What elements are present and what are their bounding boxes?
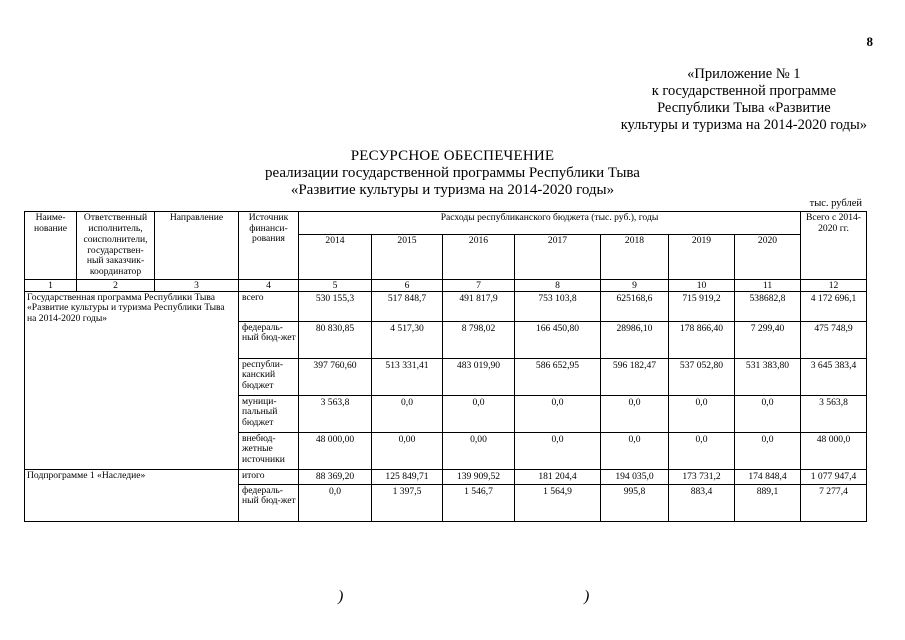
cell-value: 1 546,7 <box>443 484 515 521</box>
header-year: 2019 <box>669 234 735 279</box>
cell-value: 0,00 <box>443 432 515 469</box>
cell-value: 3 563,8 <box>801 395 867 432</box>
cell-value: 0,0 <box>669 395 735 432</box>
cell-value: 7 277,4 <box>801 484 867 521</box>
cell-value: 530 155,3 <box>299 291 372 321</box>
cell-value: 0,0 <box>601 395 669 432</box>
appendix-line: к государственной программе <box>651 83 837 99</box>
cell-value: 0,0 <box>372 395 443 432</box>
appendix-line: Республики Тыва «Развитие <box>657 100 831 116</box>
title-line: реализации государственной программы Республики Тыва <box>265 165 640 181</box>
cell-value: 1 397,5 <box>372 484 443 521</box>
cell-value: 178 866,40 <box>669 321 735 358</box>
resource-table <box>24 211 867 522</box>
cell-value: 0,0 <box>299 484 372 521</box>
cell-value: 48 000,00 <box>299 432 372 469</box>
cell-value: 483 019,90 <box>443 358 515 395</box>
column-number: 6 <box>372 279 443 291</box>
cell-value: 173 731,2 <box>669 469 735 484</box>
cell-value: 0,00 <box>372 432 443 469</box>
cell-value: 28986,10 <box>601 321 669 358</box>
cell-value: 586 652,95 <box>515 358 601 395</box>
cell-value: 517 848,7 <box>372 291 443 321</box>
table-row <box>25 469 867 484</box>
funding-source: федераль-ный бюд-жет <box>239 321 299 358</box>
program-name: Государственная программа Республики Тыва «Развитие культуры и туризма Республики Тыва на 2014-2020 годы» <box>25 291 239 469</box>
column-number: 3 <box>155 279 239 291</box>
appendix-line: «Приложение № 1 <box>687 66 801 82</box>
cell-value: 0,0 <box>601 432 669 469</box>
column-number: 9 <box>601 279 669 291</box>
column-number: 4 <box>239 279 299 291</box>
cell-value: 88 369,20 <box>299 469 372 484</box>
column-number: 7 <box>443 279 515 291</box>
page-number: 8 <box>866 34 873 49</box>
subprogram-name: Подпрограмме 1 «Наследие» <box>25 469 239 521</box>
column-number: 11 <box>735 279 801 291</box>
cell-value: 0,0 <box>443 395 515 432</box>
cell-value: 537 052,80 <box>669 358 735 395</box>
cell-value: 48 000,0 <box>801 432 867 469</box>
cell-value: 995,8 <box>601 484 669 521</box>
cell-value: 181 204,4 <box>515 469 601 484</box>
cell-value: 3 645 383,4 <box>801 358 867 395</box>
cell-value: 531 383,80 <box>735 358 801 395</box>
header-name: Наиме-нование <box>25 212 77 280</box>
cell-value: 194 035,0 <box>601 469 669 484</box>
column-number: 10 <box>669 279 735 291</box>
header-year: 2018 <box>601 234 669 279</box>
funding-source: федераль-ный бюд-жет <box>239 484 299 521</box>
cell-value: 397 760,60 <box>299 358 372 395</box>
cell-value: 1 077 947,4 <box>801 469 867 484</box>
cell-value: 596 182,47 <box>601 358 669 395</box>
handwritten-mark: ) <box>338 588 344 605</box>
cell-value: 125 849,71 <box>372 469 443 484</box>
column-number: 2 <box>77 279 155 291</box>
cell-value: 4 517,30 <box>372 321 443 358</box>
units-label: тыс. рублей <box>809 198 862 209</box>
cell-value: 0,0 <box>735 432 801 469</box>
appendix-line: культуры и туризма на 2014-2020 годы» <box>620 117 867 133</box>
funding-source: внебюд-жетные источники <box>239 432 299 469</box>
funding-source: республи-канский бюджет <box>239 358 299 395</box>
header-year: 2015 <box>372 234 443 279</box>
cell-value: 889,1 <box>735 484 801 521</box>
header-expenses: Расходы республиканского бюджета (тыс. руб.), годы <box>299 212 801 235</box>
cell-value: 0,0 <box>515 395 601 432</box>
table-row <box>25 291 867 321</box>
cell-value: 883,4 <box>669 484 735 521</box>
cell-value: 0,0 <box>735 395 801 432</box>
column-number: 12 <box>801 279 867 291</box>
header-year: 2017 <box>515 234 601 279</box>
cell-value: 166 450,80 <box>515 321 601 358</box>
title-line: «Развитие культуры и туризма на 2014-2020 годы» <box>290 182 615 198</box>
header-direction: Направление <box>155 212 239 280</box>
cell-value: 715 919,2 <box>669 291 735 321</box>
header-coexecutors: соисполнители, государствен-ный заказчик-координатор <box>77 234 155 279</box>
cell-value: 625168,6 <box>601 291 669 321</box>
cell-value: 0,0 <box>515 432 601 469</box>
cell-value: 4 172 696,1 <box>801 291 867 321</box>
funding-source: итого <box>239 469 299 484</box>
cell-value: 513 331,41 <box>372 358 443 395</box>
appendix-header <box>621 66 867 134</box>
title-line: РЕСУРСНОЕ ОБЕСПЕЧЕНИЕ <box>350 148 555 164</box>
header-total: Всего с 2014-2020 гг. <box>801 212 867 280</box>
header-responsible: Ответственный исполнитель, <box>77 212 155 235</box>
column-number: 1 <box>25 279 77 291</box>
header-source: Источник финанси-рования <box>239 212 299 280</box>
handwritten-mark: ) <box>584 588 590 605</box>
cell-value: 491 817,9 <box>443 291 515 321</box>
cell-value: 538682,8 <box>735 291 801 321</box>
cell-value: 753 103,8 <box>515 291 601 321</box>
header-year: 2020 <box>735 234 801 279</box>
cell-value: 7 299,40 <box>735 321 801 358</box>
cell-value: 174 848,4 <box>735 469 801 484</box>
column-number: 5 <box>299 279 372 291</box>
funding-source: всего <box>239 291 299 321</box>
cell-value: 1 564,9 <box>515 484 601 521</box>
header-year: 2016 <box>443 234 515 279</box>
cell-value: 8 798,02 <box>443 321 515 358</box>
cell-value: 0,0 <box>669 432 735 469</box>
funding-source: муници-пальный бюджет <box>239 395 299 432</box>
document-title <box>0 148 905 199</box>
header-row <box>25 212 867 235</box>
header-year: 2014 <box>299 234 372 279</box>
cell-value: 3 563,8 <box>299 395 372 432</box>
cell-value: 475 748,9 <box>801 321 867 358</box>
cell-value: 139 909,52 <box>443 469 515 484</box>
column-number: 8 <box>515 279 601 291</box>
column-numbers-row <box>25 279 867 291</box>
cell-value: 80 830,85 <box>299 321 372 358</box>
